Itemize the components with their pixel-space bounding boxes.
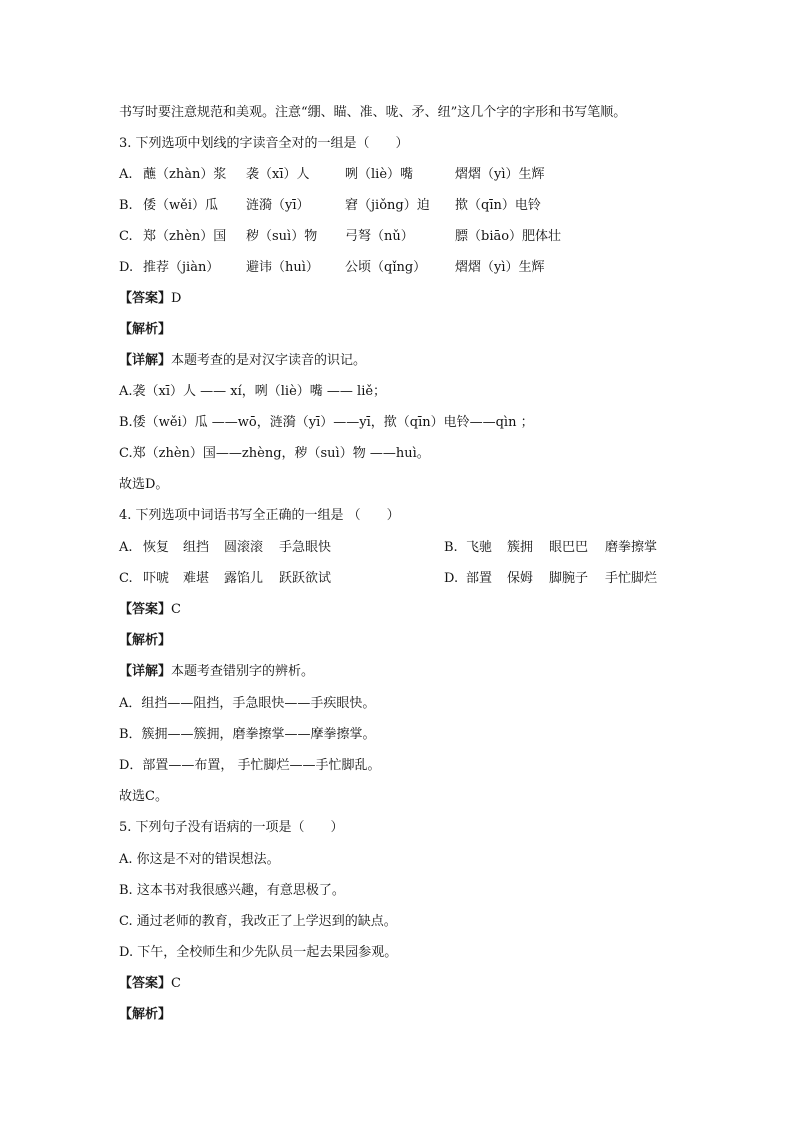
analysis-tag: 【解析】 — [119, 633, 172, 648]
option-item: 弓弩（nǔ） — [345, 229, 414, 244]
option-item: 手急眼快 — [279, 540, 332, 555]
answer-tag: 【答案】 — [119, 602, 172, 617]
option-item: 露馅儿 — [224, 571, 264, 586]
analysis-tag: 【解析】 — [119, 322, 172, 337]
q3-stem: 3. 下列选项中划线的字读音全对的一组是（ ） — [119, 136, 409, 151]
q3-analysis — [119, 321, 171, 339]
option-item: 磨拳擦掌 — [605, 540, 658, 555]
analysis-tag: 【解析】 — [119, 1007, 172, 1022]
q4-conclusion: 故选C。 — [119, 789, 168, 804]
option-label: B. — [119, 198, 133, 213]
q4-explain-a: A．组挡——阻挡，手急眼快——手疾眼快。 — [119, 696, 376, 711]
option-item: 脚腕子 — [549, 571, 589, 586]
option-item: 涟漪（yī） — [246, 198, 310, 213]
q3-conclusion: 故选D。 — [119, 477, 169, 492]
detail-text: 本题考查的是对汉字读音的识记。 — [171, 353, 367, 368]
q3-explain-c: C.郑（zhèn）国——zhèng，秽（suì）物 ——huì。 — [119, 446, 430, 461]
option-item: 膘（biāo）肥体壮 — [455, 229, 562, 244]
q4-analysis — [119, 632, 171, 650]
option-item: 蘸（zhàn）浆 — [143, 167, 227, 182]
option-item: 部置 — [466, 571, 493, 586]
option-label: D. — [119, 260, 134, 275]
option-item: 咧（liè）嘴 — [345, 167, 414, 182]
option-item: 避讳（huì） — [246, 260, 319, 275]
option-item: 郑（zhèn）国 — [143, 229, 227, 244]
option-item: 熠熠（yì）生辉 — [455, 260, 545, 275]
option-item: 揿（qīn）电铃 — [455, 198, 541, 213]
q3-detail — [119, 352, 366, 370]
option-item: 手忙脚烂 — [605, 571, 658, 586]
q5-option-b: B. 这本书对我很感兴趣，有意思极了。 — [119, 883, 345, 898]
option-item: 飞驰 — [466, 540, 493, 555]
detail-tag: 【详解】 — [119, 353, 172, 368]
option-item: 组挡 — [183, 540, 210, 555]
q5-option-d: D. 下午，全校师生和少先队员一起去果园参观。 — [119, 945, 398, 960]
q4-explain-b: B．簇拥——簇拥，磨拳擦掌——摩拳擦掌。 — [119, 727, 376, 742]
intro-text: 书写时要注意规范和美观。注意“绷、瞄、准、咙、矛、纽”这几个字的字形和书写笔顺。 — [119, 105, 627, 120]
q4-detail — [119, 663, 314, 681]
option-item: 倭（wěi）瓜 — [143, 198, 218, 213]
q3-explain-a: A.袭（xī）人 —— xí，咧（liè）嘴 —— liě； — [119, 384, 387, 399]
answer-value: C — [171, 602, 181, 617]
option-item: 眼巴巴 — [549, 540, 589, 555]
q5-option-a: A. 你这是不对的错误想法。 — [119, 852, 280, 867]
option-item: 吓唬 — [143, 571, 170, 586]
q4-explain-d: D．部置——布置， 手忙脚烂——手忙脚乱。 — [119, 758, 381, 773]
q5-option-c: C. 通过老师的教育，我改正了上学迟到的缺点。 — [119, 914, 397, 929]
option-item: 难堪 — [183, 571, 210, 586]
option-item: 保姆 — [507, 571, 534, 586]
q3-answer — [119, 290, 181, 308]
answer-tag: 【答案】 — [119, 976, 172, 991]
option-item: 袭（xī）人 — [246, 167, 310, 182]
option-item: 公顷（qǐng） — [345, 260, 427, 275]
q4-stem: 4. 下列选项中词语书写全正确的一组是 （ ） — [119, 508, 400, 523]
detail-text: 本题考查错别字的辨析。 — [171, 664, 315, 679]
option-item: 恢复 — [143, 540, 170, 555]
answer-value: C — [171, 976, 181, 991]
option-item: 簇拥 — [507, 540, 534, 555]
option-label: A. — [119, 167, 133, 182]
q5-stem: 5. 下列句子没有语病的一项是（ ） — [119, 820, 344, 835]
option-item: 熠熠（yì）生辉 — [455, 167, 545, 182]
q5-analysis — [119, 1006, 171, 1024]
option-item: 秽（suì）物 — [246, 229, 318, 244]
option-item: 圆滚滚 — [224, 540, 264, 555]
q3-explain-b: B.倭（wěi）瓜 ——wō，涟漪（yī）——yī，揿（qīn）电铃——qìn ； — [119, 415, 534, 430]
option-label: C. — [119, 571, 133, 586]
q5-answer — [119, 975, 181, 993]
option-label: D. — [444, 571, 459, 586]
option-label: C. — [119, 229, 133, 244]
answer-tag: 【答案】 — [119, 291, 172, 306]
option-item: 推荐（jiàn） — [143, 260, 220, 275]
detail-tag: 【详解】 — [119, 664, 172, 679]
q4-answer — [119, 601, 181, 619]
option-item: 跃跃欲试 — [279, 571, 332, 586]
answer-value: D — [171, 291, 182, 306]
option-item: 窘（jiǒng）迫 — [345, 198, 430, 213]
option-label: B. — [444, 540, 458, 555]
option-label: A. — [119, 540, 133, 555]
